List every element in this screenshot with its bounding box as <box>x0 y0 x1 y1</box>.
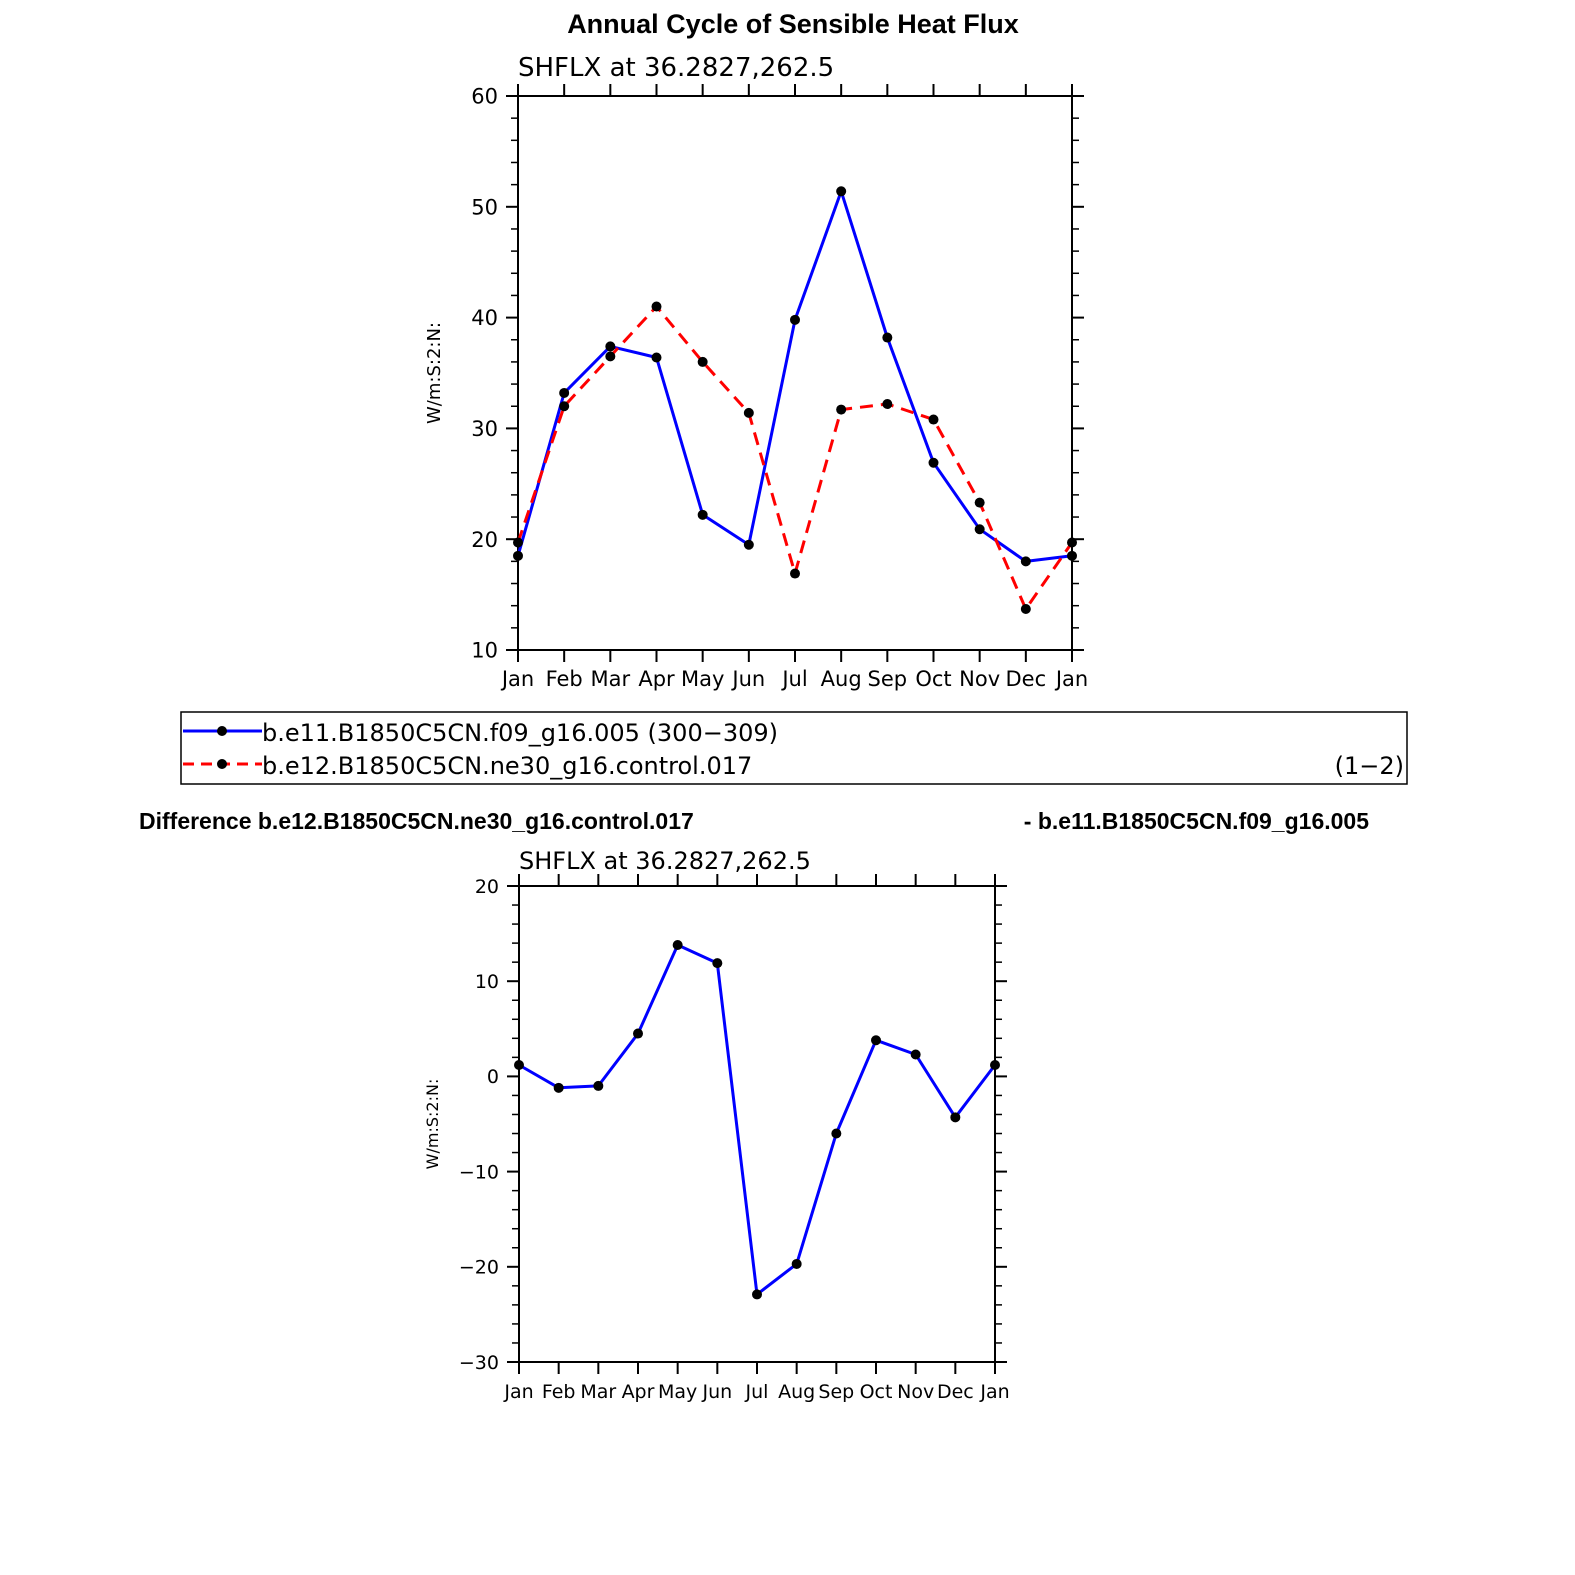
data-point <box>712 958 722 968</box>
data-point <box>514 1060 524 1070</box>
legend-swatch-marker-2 <box>217 759 227 769</box>
y-tick-label: 0 <box>486 1066 499 1089</box>
y-axis-label: W/m:S:2:N: <box>423 1078 442 1170</box>
x-tick-label: Apr <box>621 1381 655 1403</box>
series-line-1 <box>518 191 1072 561</box>
data-point <box>790 315 800 325</box>
data-point <box>673 940 683 950</box>
x-tick-label: Oct <box>859 1381 893 1403</box>
data-point <box>652 302 662 312</box>
x-tick-label: Jan <box>504 1381 534 1403</box>
y-axis-label: W/m:S:2:N: <box>424 322 445 424</box>
y-tick-label: −10 <box>458 1161 499 1184</box>
x-tick-label: Aug <box>820 667 862 691</box>
x-tick-label: Dec <box>1005 667 1047 691</box>
data-point <box>929 415 939 425</box>
data-point <box>698 357 708 367</box>
y-tick-label: 10 <box>471 638 498 663</box>
data-point <box>513 538 523 548</box>
x-tick-label: May <box>680 667 725 691</box>
data-point <box>929 458 939 468</box>
x-tick-label: Dec <box>936 1381 974 1403</box>
data-point <box>990 1060 1000 1070</box>
data-point <box>698 510 708 520</box>
data-point <box>1021 604 1031 614</box>
data-point <box>836 405 846 415</box>
y-tick-label: 60 <box>471 84 498 109</box>
data-point <box>790 569 800 579</box>
data-point <box>593 1081 603 1091</box>
data-point <box>1067 538 1077 548</box>
data-point <box>744 540 754 550</box>
y-tick-label: 10 <box>474 971 499 994</box>
x-tick-label: Sep <box>818 1381 855 1403</box>
x-tick-label: Feb <box>541 1381 576 1403</box>
difference-title-left: Difference b.e12.B1850C5CN.ne30_g16.control.017 <box>139 808 694 834</box>
x-tick-label: Jun <box>732 667 766 691</box>
x-tick-label: Nov <box>897 1381 935 1403</box>
data-point <box>882 333 892 343</box>
x-tick-label: Aug <box>778 1381 816 1403</box>
x-tick-label: Jan <box>980 1381 1010 1403</box>
legend-entry-2-label: b.e12.B1850C5CN.ne30_g16.control.017 <box>262 752 753 780</box>
data-point <box>975 524 985 534</box>
x-tick-label: Nov <box>959 667 1001 691</box>
data-point <box>950 1112 960 1122</box>
y-tick-label: 50 <box>471 195 498 220</box>
figure-title: Annual Cycle of Sensible Heat Flux <box>567 9 1019 39</box>
data-point <box>633 1029 643 1039</box>
x-tick-label: Feb <box>545 667 583 691</box>
y-tick-label: −20 <box>458 1256 499 1279</box>
data-point <box>559 401 569 411</box>
plot-frame <box>518 96 1072 650</box>
x-tick-label: Jan <box>501 667 535 691</box>
x-tick-label: Jun <box>702 1381 733 1403</box>
x-tick-label: Jul <box>782 667 808 691</box>
legend <box>181 712 1407 784</box>
data-point <box>559 388 569 398</box>
data-point <box>1021 556 1031 566</box>
x-tick-label: Mar <box>580 1381 617 1403</box>
data-point <box>605 341 615 351</box>
data-point <box>831 1129 841 1139</box>
data-point <box>911 1050 921 1060</box>
x-tick-label: Apr <box>638 667 675 691</box>
data-point <box>513 551 523 561</box>
x-tick-label: May <box>658 1381 698 1403</box>
data-point <box>605 351 615 361</box>
legend-note: (1−2) <box>1334 752 1404 780</box>
data-point <box>554 1083 564 1093</box>
data-point <box>652 352 662 362</box>
chart-subtitle: SHFLX at 36.2827,262.5 <box>519 847 811 875</box>
data-point <box>1067 551 1077 561</box>
series-line-2 <box>518 307 1072 610</box>
x-tick-label: Mar <box>590 667 631 691</box>
data-point <box>975 498 985 508</box>
x-tick-label: Sep <box>867 667 908 691</box>
x-tick-label: Oct <box>915 667 952 691</box>
series-line-1 <box>519 945 995 1294</box>
data-point <box>792 1259 802 1269</box>
data-point <box>752 1289 762 1299</box>
difference-title-right: - b.e11.B1850C5CN.f09_g16.005 <box>1023 808 1369 834</box>
y-tick-label: 20 <box>471 527 498 552</box>
difference-chart <box>423 847 1010 1403</box>
y-tick-label: 40 <box>471 306 498 331</box>
y-tick-label: 30 <box>471 416 498 441</box>
chart-subtitle: SHFLX at 36.2827,262.5 <box>518 53 835 83</box>
data-point <box>836 186 846 196</box>
legend-swatch-marker-1 <box>217 726 227 736</box>
x-tick-label: Jul <box>745 1381 769 1403</box>
legend-entry-1-label: b.e11.B1850C5CN.f09_g16.005 (300−309) <box>262 719 778 747</box>
y-tick-label: 20 <box>474 875 499 898</box>
x-tick-label: Jan <box>1055 667 1089 691</box>
data-point <box>882 399 892 409</box>
data-point <box>871 1035 881 1045</box>
data-point <box>744 408 754 418</box>
annual-cycle-chart <box>424 53 1088 691</box>
y-tick-label: −30 <box>458 1351 499 1374</box>
